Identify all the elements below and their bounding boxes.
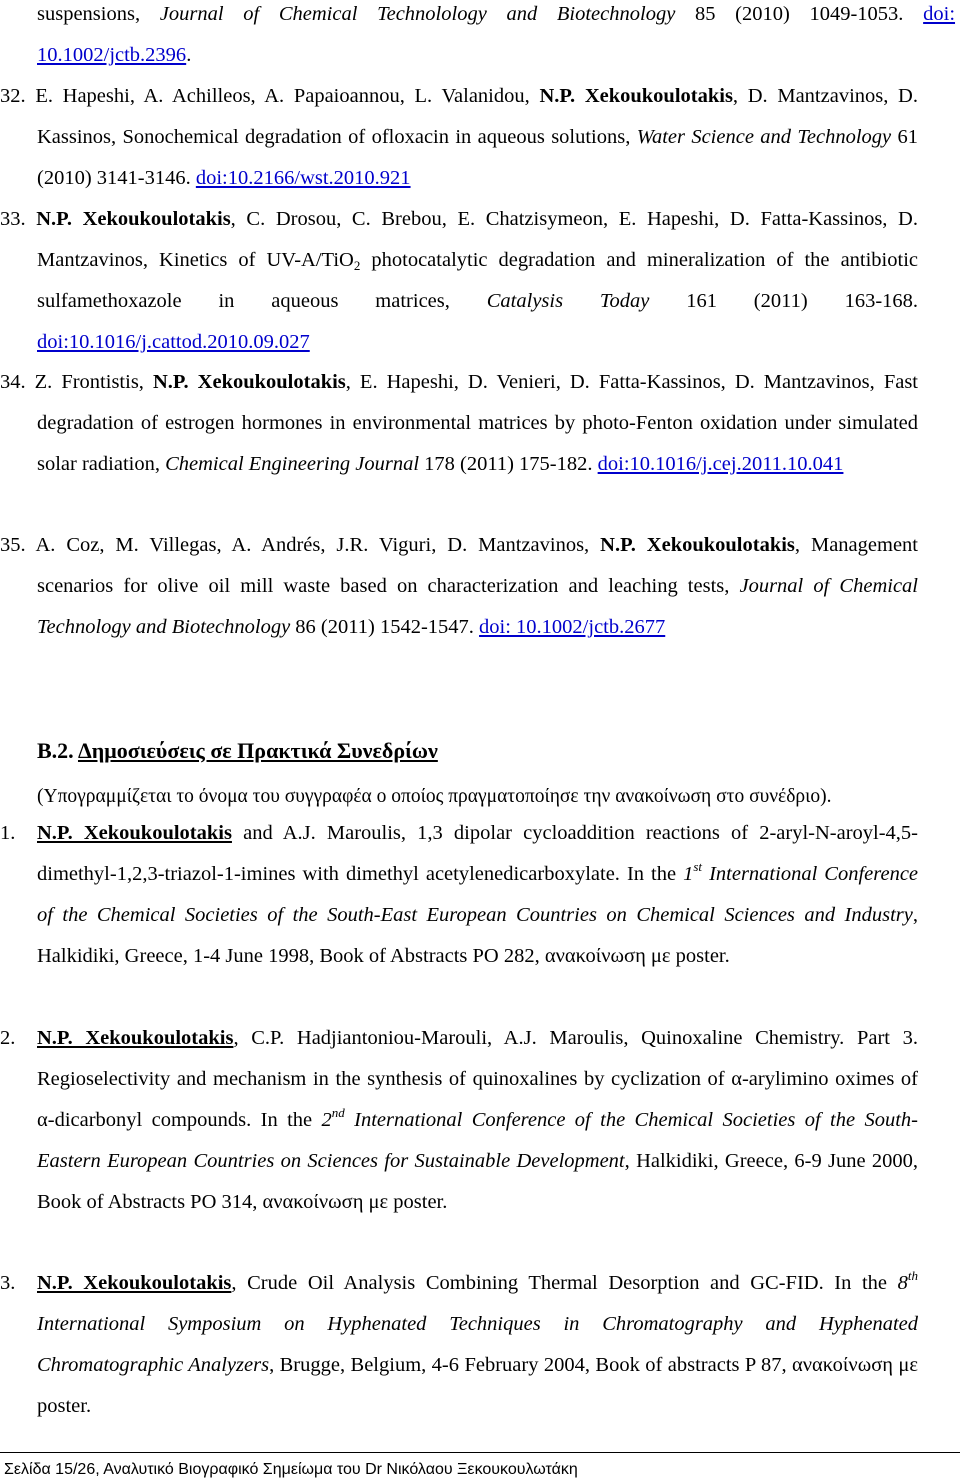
conference-entry-2 [0,1018,918,1223]
ref34-details: 178 (2011) 175-182. [424,453,593,475]
ref35-authors: A. Coz, M. Villegas, A. Andrés, J.R. Viguri, D. Mantzavinos, [35,534,590,556]
section-heading [37,733,438,769]
ref35-doi-link[interactable]: doi: 10.1002/jctb.2677 [479,616,666,638]
conf2-ordinal: 2 [321,1109,332,1131]
conf1-author-highlight: N.P. Xekoukoulotakis [37,822,232,844]
reference-34 [0,362,918,485]
ref33-title: photocatalytic degradation and mineralization of the antibiotic sulfamethoxazole in aqueous matrices, [37,249,918,312]
ref35-details: 86 (2011) 1542-1547. [295,616,474,638]
conf1-ordinal-suffix: st [693,859,703,874]
conference-entry-3 [0,1263,918,1427]
ref34-authors: Z. Frontistis, [34,371,144,393]
ref32-title: , D. Mantzavinos, D. Kassinos, Sonochemical degradation of ofloxacin in aqueous solutions, [37,85,918,148]
ref34-doi-link[interactable]: doi:10.1016/j.cej.2011.10.041 [597,453,844,475]
ref35-number: 35. [0,534,26,556]
conf1-text: and A.J. Maroulis, 1,3 dipolar cycloaddition reactions of 2-aryl-N-aroyl-4,5-dimethyl-1,2,3-triazol-1-imines with dimethyl acetylenedicarboxylate. In the [37,822,918,885]
conf2-author-highlight: N.P. Xekoukoulotakis [37,1027,234,1049]
conf1-number: 1. [0,822,16,844]
ref34-title: , E. Hapeshi, D. Venieri, D. Fatta-Kassinos, D. Mantzavinos, Fast degradation of estrogen hormones in environmental matrices by photo-Fenton oxidation under simulated solar radiation, [37,371,918,475]
ref33-details: 161 (2011) 163-168. [686,290,919,312]
ref31-details: 85 (2010) 1049-1053. [694,3,904,25]
ref32-number: 32. [0,85,26,107]
conf1-ordinal: 1 [683,863,694,885]
conf2-number: 2. [0,1027,16,1049]
conf3-ordinal: 8 [897,1272,908,1294]
footer-divider [0,1452,960,1453]
reference-32 [0,76,918,199]
ref31-doi-link[interactable]: doi: 10.1002/jctb.2396 [37,3,956,66]
ref35-journal: Journal of Chemical Technology and Biotechnology [37,575,918,638]
ref33-journal: Catalysis Today [486,290,650,312]
reference-33 [0,199,918,363]
ref31-journal: Journal of Chemical Technolology and Biotechnology [159,3,676,25]
conf2-conference: International Conference of the Chemical Societies of the South-Eastern European Countries on Sciences for Sustainable Development [37,1109,918,1172]
ref33-doi-link[interactable]: doi:10.1016/j.cattod.2010.09.027 [37,331,310,353]
ref34-author-highlight: N.P. Xekoukoulotakis [152,371,346,393]
ref33-authors: , C. Drosou, C. Brebou, E. Chatzisymeon, E. Hapeshi, D. Fatta-Kassinos, D. Mantzavinos, Kinetics of UV-A/TiO [37,208,918,271]
ref31-end: . [186,44,192,66]
conf3-text: , Crude Oil Analysis Combining Thermal Desorption and GC-FID. In the [231,1272,888,1294]
conf1-conference: International Conference of the Chemical Societies of the South-East European Countries on Chemical Sciences and Industry [37,863,919,926]
ref32-doi-link[interactable]: doi:10.2166/wst.2010.921 [195,167,411,189]
ref33-author-highlight: N.P. Xekoukoulotakis [36,208,231,230]
ref35-title: , Management scenarios for olive oil mill waste based on characterization and leaching tests, [37,534,918,597]
ref31-authors: suspensions, [37,3,141,25]
conf3-author-highlight: N.P. Xekoukoulotakis [37,1272,232,1294]
ref34-journal: Chemical Engineering Journal [165,453,420,475]
conference-entry-1 [0,813,918,977]
page-footer: Σελίδα 15/26, Αναλυτικό Βιογραφικό Σημείωμα του Dr Νικόλαου Ξεκουκουλωτάκη [4,1461,578,1478]
ref34-number: 34. [0,371,26,393]
conf3-ordinal-suffix: th [907,1268,919,1283]
conf1-details: , Halkidiki, Greece, 1-4 June 1998, Book of Abstracts PO 282, ανακοίνωση με poster. [37,904,918,967]
ref32-details: 61 (2010) 3141-3146. [37,126,919,189]
section-title: Δημοσιεύσεις σε Πρακτικά Συνεδρίων [77,738,438,763]
reference-31-tail [37,0,955,76]
conf3-details: , Brugge, Belgium, 4-6 February 2004, Book of abstracts P 87, ανακοίνωση με poster. [37,1354,918,1417]
ref35-author-highlight: N.P. Xekoukoulotakis [600,534,795,556]
reference-35 [0,525,918,648]
section-note: (Υπογραμμίζεται το όνομα του συγγραφέα ο οποίος πραγματοποίησε την ανακοίνωση στο συνέδριο). [37,786,832,807]
ref32-journal: Water Science and Technology [636,126,892,148]
conf3-conference: International Symposium on Hyphenated Techniques in Chromatography and Hyphenated Chromatographic Analyzers [37,1313,918,1376]
ref33-subscript: 2 [353,258,361,273]
conf2-text: , C.P. Hadjiantoniou-Marouli, A.J. Maroulis, Quinoxaline Chemistry. Part 3. Regioselectivity and mechanism in the synthesis of quinoxalines by cyclization of α-arylimino oximes of α-dicarbonyl compounds. In the [37,1027,918,1131]
section-number: Β.2. [37,738,74,763]
ref33-number: 33. [0,208,26,230]
ref32-authors: E. Hapeshi, A. Achilleos, A. Papaioannou, L. Valanidou, [35,85,530,107]
conf3-number: 3. [0,1272,16,1294]
ref32-author-highlight: N.P. Xekoukoulotakis [539,85,733,107]
conf2-ordinal-suffix: nd [331,1105,345,1120]
conf2-details: , Halkidiki, Greece, 6-9 June 2000, Book of Abstracts PO 314, ανακοίνωση με poster. [37,1150,919,1213]
